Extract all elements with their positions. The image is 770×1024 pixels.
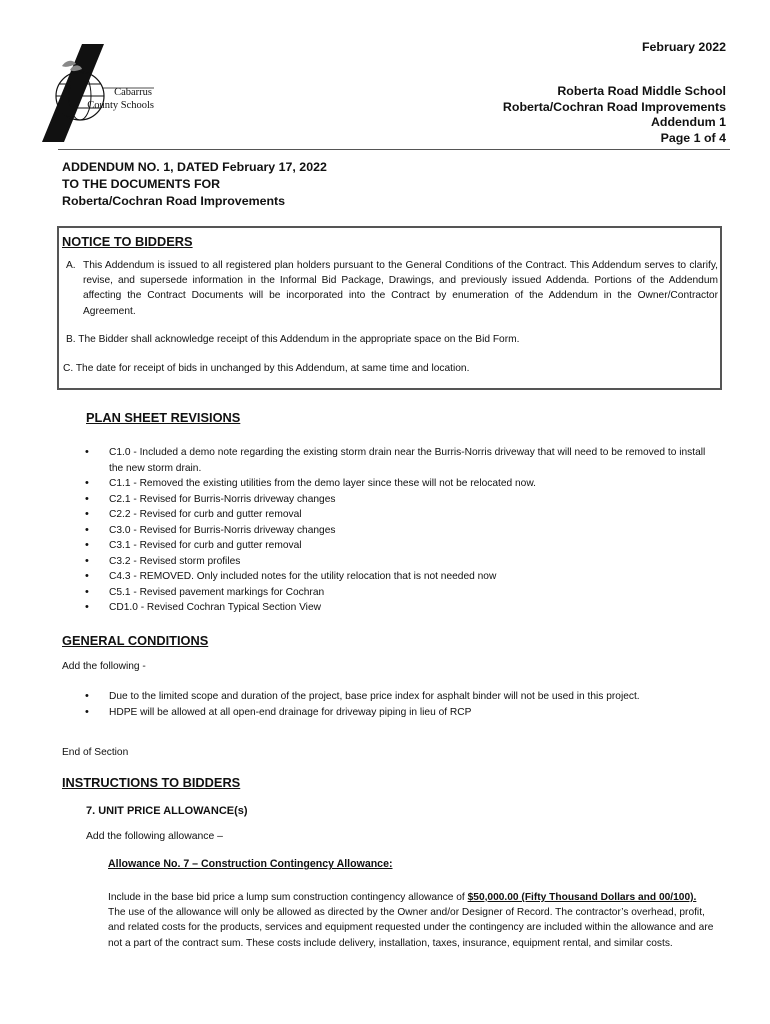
notice-item-a-text: This Addendum is issued to all registered plan holders pursuant to the General Conditions of the Contract. This Addendum serves to clarify, revise, and supersede information in the Informal Bid Package, Drawings, and previously issued Addenda. Portions of the Addendum affecting the Contract Documents will be incorporated into the Contract by enumeration of the Addendum in the Owner/Contractor Agreement. [83, 260, 718, 317]
allowance-paragraph [108, 890, 714, 951]
header-date: February 2022 [641, 40, 726, 54]
unit-price-allowance-item: 7. UNIT PRICE ALLOWANCE(s) [86, 805, 248, 817]
general-conditions-heading: GENERAL CONDITIONS [62, 633, 209, 648]
list-item: • CD1.0 - Revised Cochran Typical Section View [85, 600, 717, 616]
header-project: Roberta/Cochran Road Improvements [502, 99, 726, 114]
list-item: • C2.2 - Revised for curb and gutter removal [85, 507, 717, 523]
title-line1: ADDENDUM NO. 1, DATED February 17, 2022 [62, 160, 327, 174]
notice-item-a-label: A. [66, 260, 76, 271]
allowance-text-start: Include in the base bid price a lump sum construction contingency allowance of [108, 892, 468, 903]
general-add-text: Add the following - [62, 661, 146, 672]
header-block [503, 84, 726, 146]
list-item: • C2.1 - Revised for Burris-Norris driveway changes [85, 492, 717, 508]
header-rule [58, 149, 730, 150]
plan-revisions-heading: PLAN SHEET REVISIONS [86, 410, 241, 425]
logo-line1: Cabarrus [114, 87, 152, 98]
list-item: • C3.0 - Revised for Burris-Norris driveway changes [85, 523, 717, 539]
allowance-text-end: The use of the allowance will only be allowed as directed by the Owner and/or Designer of Record. The contractor’s overhead, profit, and related costs for the products, services and equipment requested under the contingency are included within the allowance and are not a part of the contract sum. These costs include delivery, installation, taxes, insurance, equipment rental, and similar costs. [108, 907, 714, 949]
list-item: • C1.0 - Included a demo note regarding the existing storm drain near the Burris-Norris driveway that will need to be removed to install the new storm drain. [85, 445, 717, 476]
allowance-amount: $50,000.00 (Fifty Thousand Dollars and 00/100). [467, 892, 697, 903]
list-item: • HDPE will be allowed at all open-end drainage for driveway piping in lieu of RCP [85, 705, 705, 721]
logo-line2: County Schools [87, 100, 154, 111]
instructions-heading: INSTRUCTIONS TO BIDDERS [62, 775, 241, 790]
header-school: Roberta Road Middle School [557, 84, 726, 98]
notice-item-a [66, 258, 718, 319]
logo-graphic [40, 44, 166, 144]
addendum-title [62, 159, 327, 210]
notice-item-b: B. The Bidder shall acknowledge receipt of this Addendum in the appropriate space on the Bid Form. [66, 334, 520, 345]
notice-item-c: C. The date for receipt of bids in unchanged by this Addendum, at same time and location. [63, 363, 470, 374]
notice-heading: NOTICE TO BIDDERS [62, 234, 193, 249]
list-item: • C5.1 - Revised pavement markings for Cochran [85, 585, 717, 601]
title-line2: TO THE DOCUMENTS FOR [62, 177, 221, 191]
list-item: • C3.1 - Revised for curb and gutter removal [85, 538, 717, 554]
plan-revisions-list [85, 445, 717, 616]
list-item: • Due to the limited scope and duration of the project, base price index for asphalt binder will not be used in this project. [85, 689, 705, 705]
allowance-heading: Allowance No. 7 – Construction Contingency Allowance: [108, 858, 393, 870]
cabarrus-county-schools-logo [40, 44, 166, 144]
header-page: Page 1 of 4 [660, 130, 726, 145]
header-addendum: Addendum 1 [650, 115, 726, 129]
title-line3: Roberta/Cochran Road Improvements [62, 194, 286, 208]
instructions-add-text: Add the following allowance – [86, 831, 223, 842]
general-conditions-list [85, 689, 705, 720]
list-item: • C1.1 - Removed the existing utilities from the demo layer since these will not be relocated now. [85, 476, 717, 492]
list-item: • C4.3 - REMOVED. Only included notes for the utility relocation that is not needed now [85, 569, 717, 585]
list-item: • C3.2 - Revised storm profiles [85, 554, 717, 570]
end-of-section: End of Section [62, 747, 129, 758]
